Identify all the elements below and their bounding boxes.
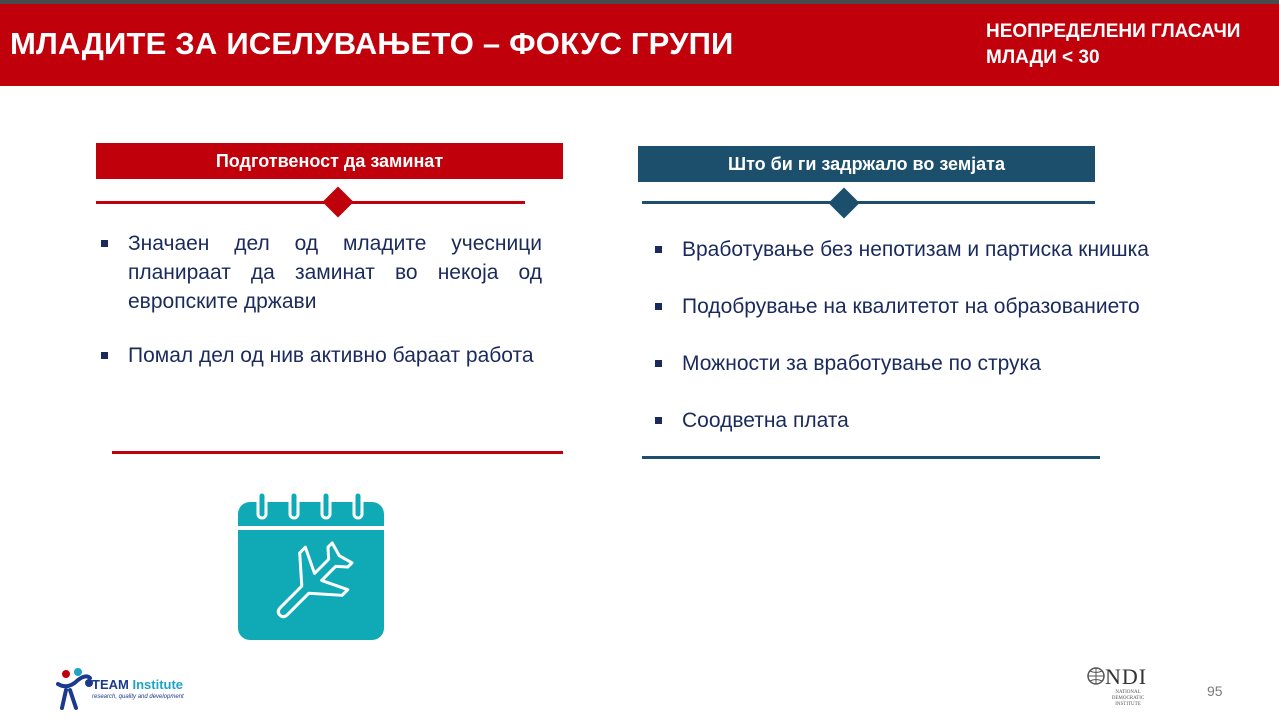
calendar-airplane-icon: [236, 488, 386, 642]
list-item: [98, 341, 542, 370]
list-item: [652, 236, 1252, 264]
ndi-subtitle: NATIONAL DEMOCRATIC INSTITUTE: [1111, 690, 1145, 707]
list-item-text: Подобрување на квалитетот на образованието: [682, 295, 1140, 318]
list-item: [652, 350, 1252, 378]
left-bullet-list: [98, 229, 542, 395]
right-column-heading: Што би ги задржало во земјата: [638, 146, 1095, 182]
square-bullet-icon: [655, 246, 662, 253]
list-item-text: Вработување без непотизам и партиска книшка: [682, 238, 1149, 261]
list-item-text: Значаен дел од младите учесници планираат да заминат во некоја од европските држави: [128, 232, 542, 313]
right-diamond-marker: [828, 187, 859, 218]
right-bullet-list: [652, 236, 1252, 464]
ndi-name: NDI: [1105, 664, 1148, 689]
square-bullet-icon: [655, 417, 662, 424]
square-bullet-icon: [655, 303, 662, 310]
audience-badge: [986, 19, 1240, 71]
list-item-text: Соодветна плата: [682, 409, 849, 432]
team-institute-tagline: research, quality and development: [92, 694, 184, 700]
square-bullet-icon: [101, 352, 108, 359]
left-column-heading: Подготвеност да заминат: [96, 143, 563, 179]
slide-header: [0, 4, 1279, 86]
right-bottom-rule: [642, 456, 1100, 459]
team-name-sub: Institute: [132, 677, 184, 692]
team-institute-name: [92, 677, 183, 692]
team-name-main: TEAM: [92, 677, 129, 692]
list-item-text: Можности за вработување по струка: [682, 352, 1041, 375]
slide-title: МЛАДИТЕ ЗА ИСЕЛУВАЊЕТО – ФОКУС ГРУПИ: [10, 26, 734, 61]
square-bullet-icon: [655, 360, 662, 367]
left-heading-rule: [96, 201, 525, 204]
page-number: 95: [1207, 683, 1223, 699]
audience-badge-line1: НЕОПРЕДЕЛЕНИ ГЛАСАЧИ: [986, 21, 1241, 42]
list-item: [652, 407, 1252, 435]
list-item: [98, 229, 542, 316]
list-item-text: Помал дел од нив активно бараат работа: [128, 344, 534, 367]
right-heading-rule: [642, 201, 1095, 204]
left-bottom-rule: [112, 451, 563, 454]
audience-badge-line2: МЛАДИ < 30: [986, 47, 1100, 68]
left-diamond-marker: [322, 186, 353, 217]
square-bullet-icon: [101, 240, 108, 247]
list-item: [652, 293, 1252, 321]
